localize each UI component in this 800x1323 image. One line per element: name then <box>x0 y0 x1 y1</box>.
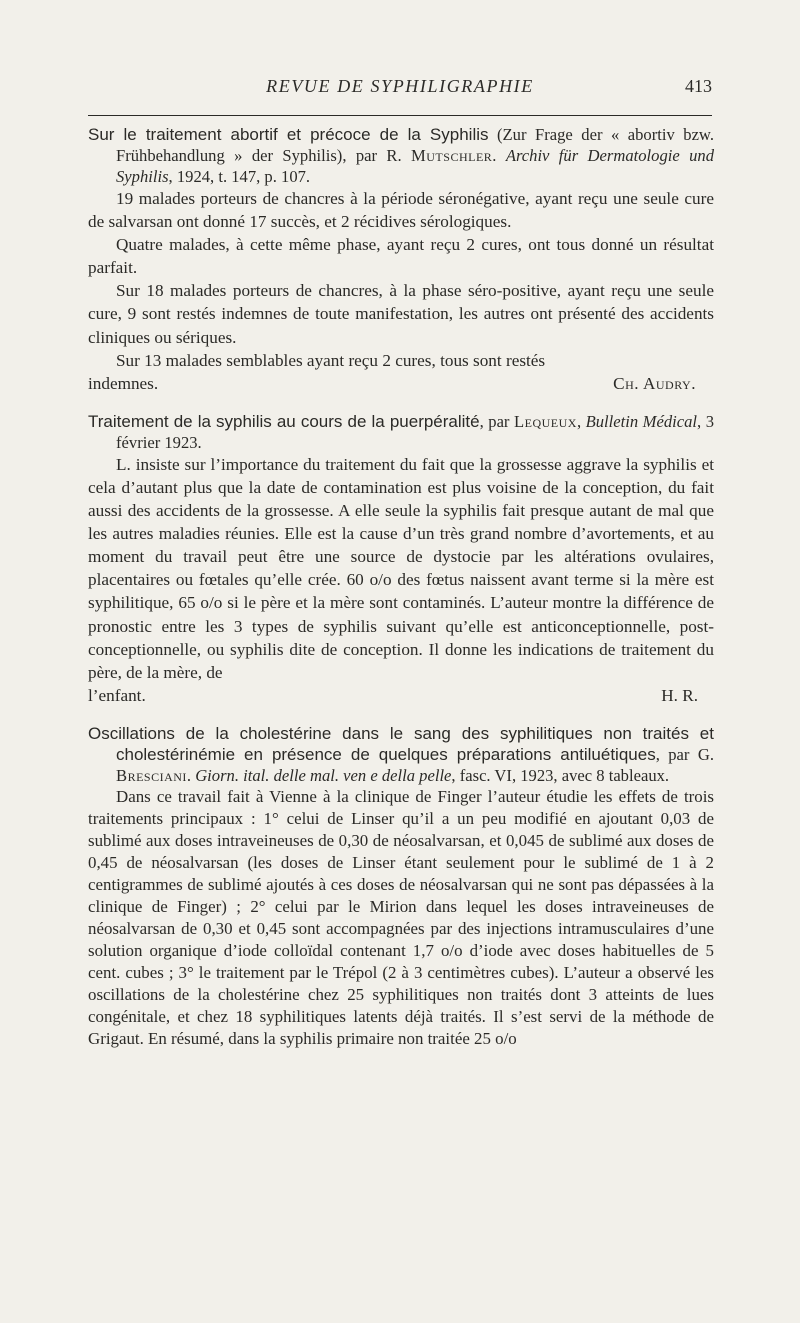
abstract-lequeux <box>88 411 714 707</box>
body-text: indemnes. <box>88 373 159 393</box>
abstract-heading <box>88 411 714 453</box>
signature: H. R. <box>661 685 698 705</box>
author-name: Bresciani <box>116 765 187 785</box>
abstract-heading <box>88 124 714 187</box>
running-title: REVUE DE SYPHILIGRAPHIE <box>266 76 534 96</box>
reference-text: (Zur Frage der « abortiv bzw. Frühbehandlung » der Syphilis), par R. <box>116 125 714 165</box>
abstract-bresciani <box>88 723 714 1050</box>
reference-text: , par <box>479 411 514 431</box>
body-paragraph: L. insiste sur l’importance du traitement du fait que la grossesse aggrave la syphilis et cela d’autant plus que la date de contamination est plus voisine de la conception, du fait aussi des accidents de la grossesse. A elle seule la syphilis fait presque autant de mal que les autres maladies réunies. Elle est la cause d’un très grand nombre d’avortements, et au moment du travail peut être une source de dystocie par les altérations ovulaires, placentaires ou fœtales qu’elle crée. 60 o/o des fœtus naissent avant terme si la mère est syphilitique, 65 o/o si le père et la mère sont contaminés. L’auteur montre la différence de pronostic entre les 3 types de syphilis suivant qu’elle est anticonceptionnelle, post-conceptionnelle, ou syphilis dite de conception. Il donne les indications de traitement du père, de la mère, de <box>88 454 714 682</box>
journal-name: Archiv für Dermatologie und Syphilis <box>116 146 714 186</box>
page-number: 413 <box>685 76 712 96</box>
abstract-heading <box>88 723 714 786</box>
header-rule <box>88 115 712 116</box>
abstract-title: Sur le traitement abortif et précoce de la Syphilis <box>88 125 489 144</box>
body-paragraph: Sur 13 malades semblables ayant reçu 2 cures, tous sont restés <box>116 350 546 370</box>
journal-name: Bulletin Médical <box>585 411 698 431</box>
author-name: Mutschler <box>411 146 493 165</box>
abstract-mutschler <box>88 124 714 395</box>
abstract-title: Oscillations de la cholestérine dans le sang des syphilitiques non traités et cholestérinémie en présence de quelques préparations antiluétiques <box>88 723 714 764</box>
closing-line <box>88 684 714 707</box>
closing-line <box>88 372 714 395</box>
author-name: Lequeux <box>513 411 577 431</box>
signature: Ch. Audry. <box>613 373 696 393</box>
journal-name: Giorn. ital. delle mal. ven e della pelle <box>195 765 452 785</box>
reference-text: , par G. <box>655 744 714 764</box>
body-paragraph: Quatre malades, à cette même phase, ayant reçu 2 cures, ont tous donné un résultat parfait. <box>88 235 714 278</box>
body-paragraph: Dans ce travail fait à Vienne à la clinique de Finger l’auteur étudie les effets de trois traitements principaux : 1° celui de Linser qu’il a un peu modifié en ajoutant 0,03 de sublimé aux doses intraveineuses de 0,30 de néosalvarsan, et 0,045 de sublimé aux doses de 0,45 de néosalvarsan (les doses de Linser étant seulement pour le sublimé de 1 à 2 centigrammes de sublimé ajoutés à ces doses de néosalvarsan qui ne sont pas dépassées à la clinique de Finger) ; 2° celui par le Mirion dans lequel les doses intraveineuses de néosalvarsan de 0,30 et 0,45 sont accompagnées par des injections intramusculaires d’une solution organique d’iode colloïdal contenant 1,7 o/o d’iode avec doses habituelles de 5 cent. cubes ; 3° le traitement par le Trépol (2 à 3 centimètres cubes). L’auteur a observé les oscillations de la cholestérine chez 25 syphilitiques non traités dont 3 atteints de lues congénitale, et chez 18 syphilitiques latents déjà traités. Il s’est servi de la méthode de Grigaut. En résumé, dans la syphilis primaire non traitée 25 o/o <box>88 786 714 1048</box>
page-content <box>88 124 714 1050</box>
abstract-title: Traitement de la syphilis au cours de la puerpéralité <box>88 411 480 431</box>
reference-text: , fasc. VI, 1923, avec 8 tableaux. <box>451 765 670 785</box>
reference-text: , 1924, t. 147, p. 107. <box>168 167 311 186</box>
body-text: l’enfant. <box>88 685 146 705</box>
body-paragraph: 19 malades porteurs de chancres à la période séronégative, ayant reçu une seule cure de salvarsan ont donné 17 succès, et 2 récidives sérologiques. <box>88 189 714 232</box>
body-paragraph: Sur 18 malades porteurs de chancres, à la phase séro-positive, ayant reçu une seule cure, 9 sont restés indemnes de toute manifestation, les autres ont présenté des accidents cliniques ou sériques. <box>88 281 714 347</box>
reference-text: , 3 février 1923. <box>116 411 715 452</box>
reference-text: . <box>492 146 506 165</box>
reference-text: , <box>576 411 586 431</box>
reference-text: . <box>186 765 196 785</box>
page-header <box>88 76 712 104</box>
